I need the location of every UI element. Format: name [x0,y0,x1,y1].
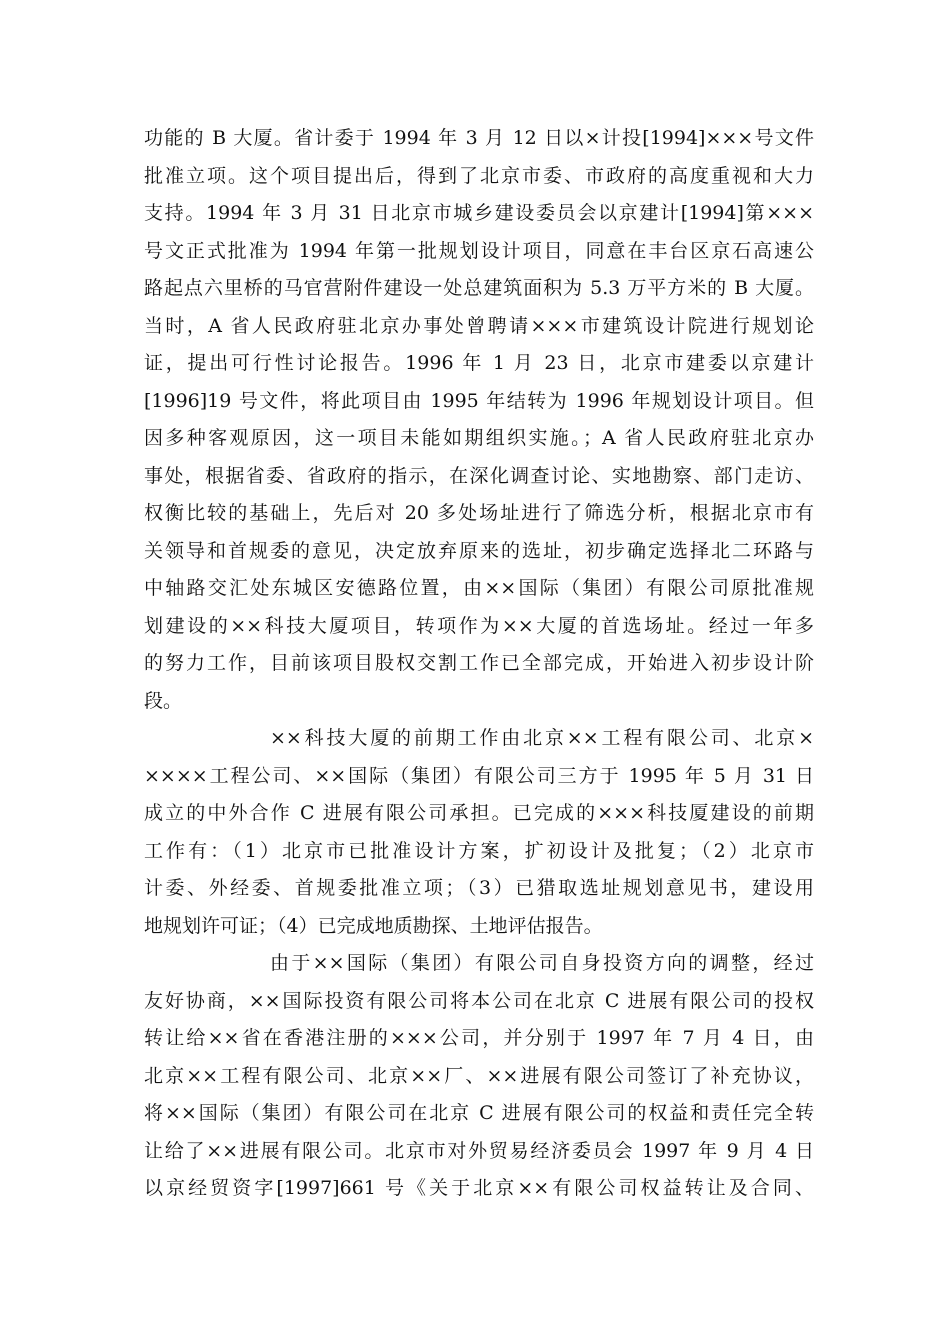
text-line: 的努力工作，目前该项目股权交割工作已全部完成，开始进入初步设计阶 [144,652,814,674]
text-line: 段。 [144,689,183,712]
text-line: ××××工程公司、××国际（集团）有限公司三方于 1995 年 5 月 31 日 [144,764,814,787]
text-line: 因多种客观原因，这一项目未能如期组织实施。；A 省人民政府驻北京办 [144,427,814,449]
text-line: 计委、外经委、首规委批准立项；（3）已猎取选址规划意见书，建设用 [144,877,814,899]
text-line: 批准立项。这个项目提出后，得到了北京市委、市政府的高度重视和大力 [144,164,814,187]
text-line: 事处，根据省委、省政府的指示，在深化调查讨论、实地勘察、部门走访、 [144,464,814,487]
paragraph-3 [144,945,814,1208]
text-line: 号文正式批准为 1994 年第一批规划设计项目，同意在丰台区京石高速公 [144,239,814,262]
text-line: 关领导和首规委的意见，决定放弃原来的选址，初步确定选择北二环路与 [144,539,814,562]
text-line: 当时，A 省人民政府驻北京办事处曾聘请×××市建筑设计院进行规划论 [144,314,814,337]
paragraph-1 [144,120,814,720]
text-line: ××科技大厦的前期工作由北京××工程有限公司、北京× [270,727,814,749]
paragraph-2 [144,720,814,945]
text-line: 划建设的××科技大厦项目，转项作为××大厦的首选场址。经过一年多 [144,614,814,637]
text-line: 北京××工程有限公司、北京××厂、××进展有限公司签订了补充协议， [144,1064,814,1087]
text-line: 由于××国际（集团）有限公司自身投资方向的调整，经过 [270,952,814,974]
text-line: 权衡比较的基础上，先后对 20 多处场址进行了筛选分析，根据北京市有 [144,502,814,524]
document-body [144,120,814,1208]
text-line: 功能的 B 大厦。省计委于 1994 年 3 月 12 日以×计投[1994]×××号文件 [144,127,814,149]
text-line: [1996]19 号文件，将此项目由 1995 年结转为 1996 年规划设计项目。但 [144,389,814,412]
text-line: 将××国际（集团）有限公司在北京 C 进展有限公司的权益和责任完全转 [144,1102,814,1124]
text-line: 地规划许可证；（4）已完成地质勘探、土地评估报告。 [144,914,603,937]
text-line: 工作有：（1）北京市已批准设计方案，扩初设计及批复；（2）北京市 [144,839,814,862]
text-line: 成立的中外合作 C 进展有限公司承担。已完成的×××科技厦建设的前期 [144,802,814,824]
text-line: 友好协商，××国际投资有限公司将本公司在北京 C 进展有限公司的投权 [144,989,814,1012]
text-line: 以京经贸资字[1997]661 号《关于北京××有限公司权益转让及合同、 [144,1177,814,1199]
text-line: 证，提出可行性讨论报告。1996 年 1 月 23 日，北京市建委以京建计 [144,352,814,374]
text-line: 让给了××进展有限公司。北京市对外贸易经济委员会 1997 年 9 月 4 日 [144,1139,814,1162]
text-line: 中轴路交汇处东城区安德路位置，由××国际（集团）有限公司原批准规 [144,577,814,599]
text-line: 支持。1994 年 3 月 31 日北京市城乡建设委员会以京建计[1994]第××× [144,202,814,224]
text-line: 路起点六里桥的马官营附件建设一处总建筑面积为 5.3 万平方米的 B 大厦。 [144,277,814,299]
text-line: 转让给××省在香港注册的×××公司，并分别于 1997 年 7 月 4 日，由 [144,1027,814,1049]
